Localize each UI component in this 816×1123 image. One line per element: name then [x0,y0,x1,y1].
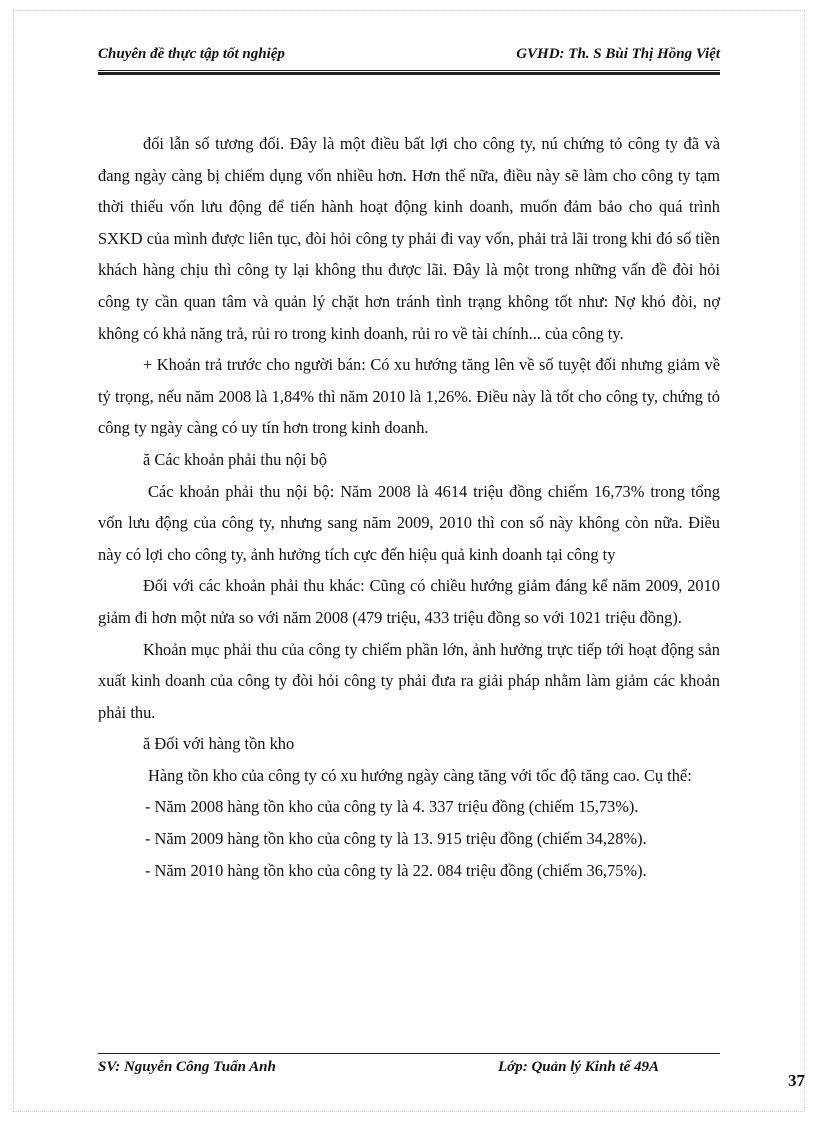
paragraph: đối lẫn số tương đối. Đây là một điều bất lợi cho công ty, nú chứng tỏ công ty đã và đang ngày càng bị chiếm dụng vốn nhiều hơn. Hơn thế nữa, điều này sẽ làm cho công ty tạm thời thiếu vốn lưu động để tiến hành hoạt động kinh doanh, muốn đảm bảo cho quá trình SXKD của mình được liên tục, đòi hỏi công ty phải đi vay vốn, phải trả lãi trong khi đó số tiền khách hàng chịu thì công ty lại không thu được lãi. Đây là một trong những vấn đề đòi hỏi công ty cần quan tâm và quản lý chặt hơn tránh tình trạng không tốt như: Nợ khó đòi, nợ không có khả năng trả, rủi ro trong kinh doanh, rủi ro về tài chính... của công ty. [98,134,720,343]
paragraph: Hàng tồn kho của công ty có xu hướng ngày càng tăng với tốc độ tăng cao. Cụ thể: [148,765,692,785]
section-heading: ă Các khoản phải thu nội bộ [143,449,327,469]
header-rule [98,70,720,75]
footer-student: SV: Nguyễn Công Tuấn Anh [98,1059,276,1075]
page-number: 37 [788,1071,805,1090]
list-item: - Năm 2008 hàng tồn kho của công ty là 4. 337 triệu đồng (chiếm 15,73%). [145,797,639,817]
list-item: - Năm 2009 hàng tồn kho của công ty là 13. 915 triệu đồng (chiếm 34,28%). [145,829,647,849]
footer-rule [98,1053,720,1054]
header-title: Chuyên đề thực tập tốt nghiệp [98,46,285,62]
paragraph: + Khoản trả trước cho người bán: Có xu hướng tăng lên về số tuyệt đối nhưng giảm về tỷ trọng, nếu năm 2008 là 1,84% thì năm 2010 là 1,26%. Điều này là tốt cho công ty, chứng tỏ công ty ngày càng có uy tín hơn trong kinh doanh. [98,355,720,438]
body-text [98,128,720,886]
footer-class: Lớp: Quản lý Kinh tế 49A [498,1059,659,1075]
page-footer [98,1059,698,1076]
header-supervisor: GVHD: Th. S Bùi Thị Hồng Việt [516,46,720,62]
list-item: - Năm 2010 hàng tồn kho của công ty là 22. 084 triệu đồng (chiếm 36,75%). [145,860,647,880]
paragraph: Đối với các khoản phải thu khác: Cũng có chiều hướng giảm đáng kể năm 2009, 2010 giảm đi hơn một nửa so với năm 2008 (479 triệu, 433 triệu đồng so với 1021 triệu đồng). [98,576,720,627]
page-header [98,46,720,63]
section-heading: ă Đối với hàng tồn kho [143,734,295,754]
paragraph: Khoản mục phải thu của công ty chiếm phần lớn, ảnh hưởng trực tiếp tới hoạt động sản xuất kinh doanh của công ty đòi hỏi công ty phải đưa ra giải pháp nhằm làm giảm các khoản phải thu. [98,639,720,722]
paragraph: Các khoản phải thu nội bộ: Năm 2008 là 4614 triệu đồng chiếm 16,73% trong tổng vốn lưu động của công ty, nhưng sang năm 2009, 2010 thì con số này không còn nữa. Điều này có lợi cho công ty, ảnh hưởng tích cực đến hiệu quả kinh doanh tại công ty [98,481,720,564]
